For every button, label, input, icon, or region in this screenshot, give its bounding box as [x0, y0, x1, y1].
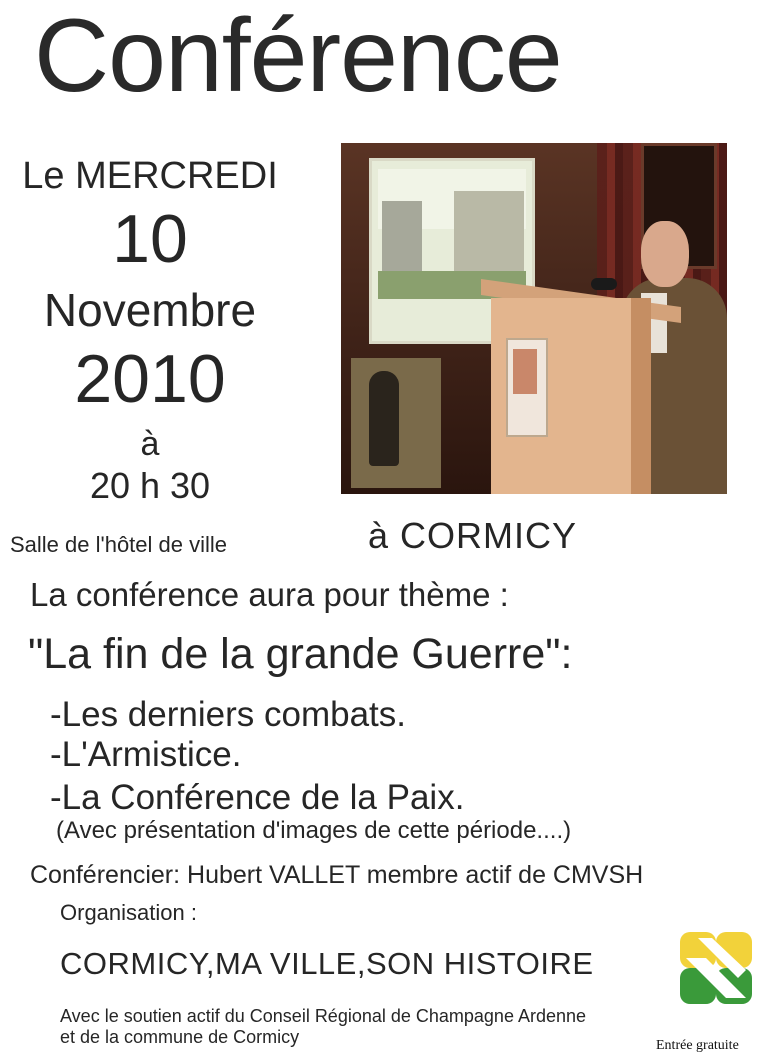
- speaker-line: Conférencier: Hubert VALLET membre actif de CMVSH: [30, 861, 644, 889]
- speaker-photo: [341, 143, 727, 494]
- organisation-logo: [676, 928, 756, 1008]
- theme-intro: La conférence aura pour thème :: [30, 576, 509, 613]
- venue: Salle de l'hôtel de ville: [10, 532, 228, 557]
- time: 20 h 30: [89, 465, 211, 506]
- theme-item: -Les derniers combats.: [50, 695, 406, 734]
- organisation-name: CORMICY,MA VILLE,SON HISTOIRE: [60, 946, 594, 981]
- organisation-label: Organisation :: [60, 900, 197, 925]
- support-line-2: et de la commune de Cormicy: [60, 1027, 300, 1047]
- town: à CORMICY: [368, 515, 578, 556]
- theme-note: (Avec présentation d'images de cette période....): [56, 817, 572, 844]
- support-line-1: Avec le soutien actif du Conseil Régional de Champagne Ardenne: [60, 1006, 587, 1026]
- month: Novembre: [43, 284, 257, 336]
- day-number: 10: [112, 201, 188, 277]
- theme-title: "La fin de la grande Guerre":: [28, 630, 573, 678]
- weekday: Le MERCREDI: [22, 155, 278, 197]
- poster-title: Conférence: [34, 0, 562, 114]
- time-prefix: à: [140, 425, 160, 463]
- free-entry: Entrée gratuite: [656, 1038, 739, 1053]
- year: 2010: [74, 341, 226, 417]
- theme-item: -La Conférence de la Paix.: [50, 778, 465, 817]
- theme-item: -L'Armistice.: [50, 735, 242, 774]
